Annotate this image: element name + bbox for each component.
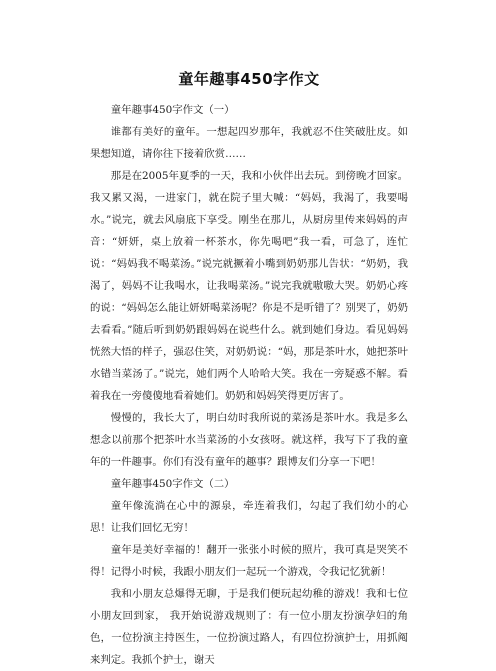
document-title: 童年趣事450字作文 (178, 70, 320, 88)
paragraph-story: 那是在2005年夏季的一天，我和小伙伴出去玩。到傍晚才回家。我又累又渴，一进家门，就在院子里大喊：“妈妈，我渴了，我要喝水。”说完，就去风扇底下享受。刚坐在那儿，从厨房里传来妈妈的声音：“妍妍，桌上放着一杯茶水，你先喝吧”我一看，可急了，连忙说：“妈妈我不喝菜汤。”说完就撅着小嘴到奶奶那儿告状：“奶奶，我渴了，妈妈不让我喝水，让我喝菜汤。”说完我就嗷嗷大哭。奶奶心疼的说：“妈妈怎么能让妍妍喝菜汤呢？你是不是听错了？别哭了，奶奶去看看。”随后听到奶奶跟妈妈在说些什么。就到她们身边。看见妈妈恍然大悟的样子，强忍住笑，对奶奶说：“妈，那是茶叶水，她把茶叶水错当菜汤了。”说完，她们两个人哈哈大笑。我在一旁疑惑不解。看着我在一旁傻傻地看着她们。奶奶和妈妈笑得更厉害了。 (90, 170, 408, 402)
subheading-two: 童年趣事450字作文（二） (110, 478, 235, 490)
paragraph-two-intro: 童年像流淌在心中的源泉，牵连着我们，勾起了我们幼小的心思！让我们回忆无穷！ (90, 500, 408, 534)
paragraph-ending: 慢慢的，我长大了，明白幼时我所说的菜汤是茶叶水。我是多么想念以前那个把茶叶水当菜汤的小女孩呀。就这样，我写下了我的童年的一件趣事。你们有没有童年的趣事？跟博友们分享一下吧！ (90, 412, 408, 468)
document-page (90, 68, 408, 671)
paragraph-two-game: 我和小朋友总爆得无聊，于是我们便玩起幼稚的游戏！我和七位小朋友回到家， 我开始说游戏规则了：有一位小朋友扮演孕妇的角色，一位扮演主持医生，一位扮演过路人，有四位扮演护士，用抓阄来判定。我抓个护士，谢天 (90, 588, 408, 666)
subheading-one: 童年趣事450字作文（一） (110, 104, 235, 116)
paragraph-two-memory: 童年是美好幸福的！翻开一张张小时候的照片，我可真是哭笑不得！记得小时候，我跟小朋友们一起玩一个游戏，令我记忆犹新！ (90, 544, 408, 578)
paragraph-intro: 谁都有美好的童年。一想起四岁那年，我就忍不住笑破肚皮。如果想知道，请你往下接着欣赏…… (90, 126, 408, 160)
